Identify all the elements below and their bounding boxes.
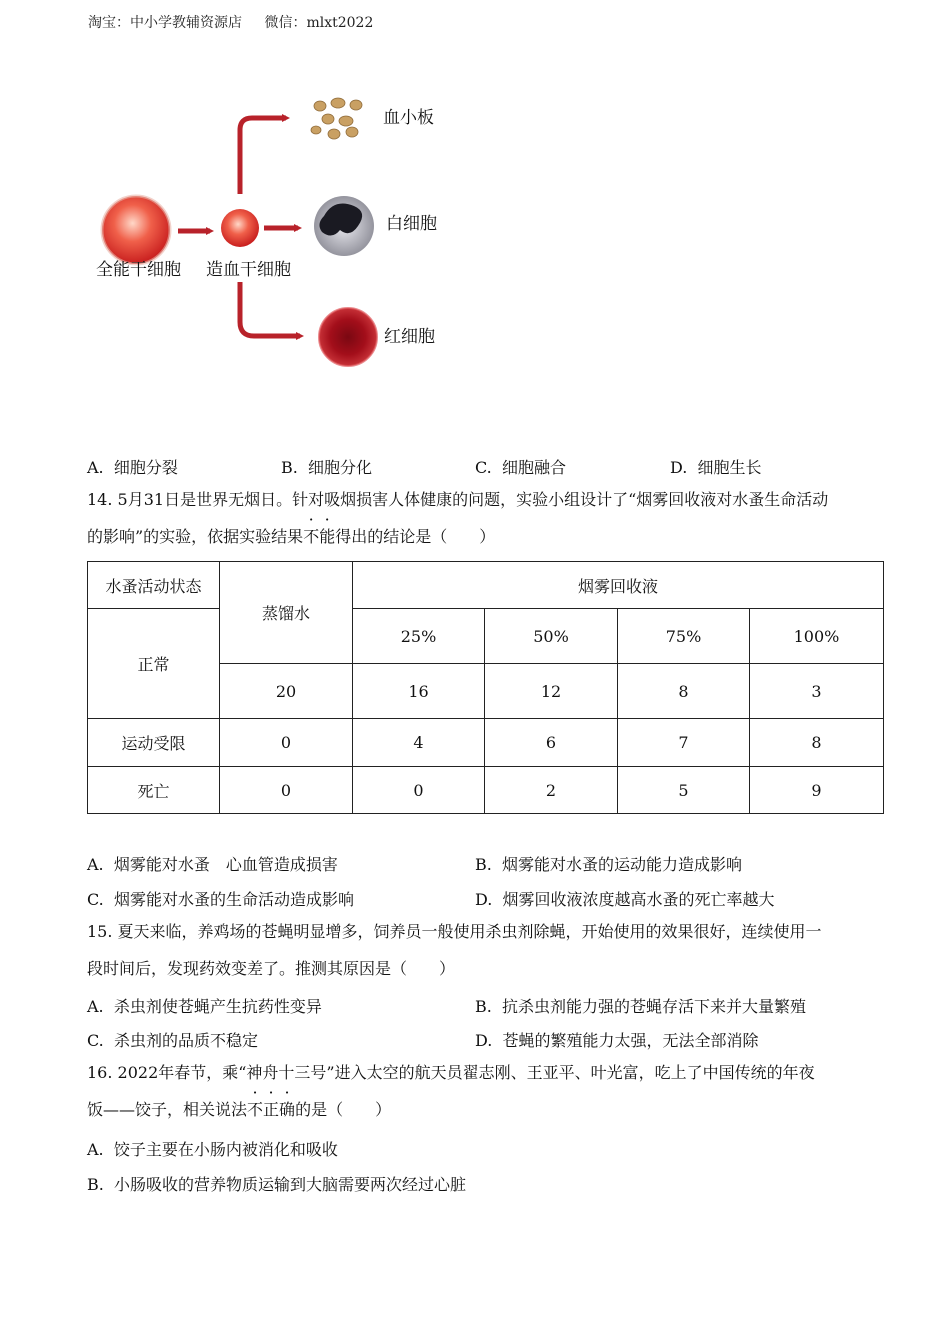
experiment-table: [87, 561, 884, 814]
q16-stem-line1: 16. 2022年春节，乘“神舟十三号”进入太空的航天员翟志刚、王亚平、叶光富，吃上了中国传统的年夜: [87, 1063, 815, 1082]
option-text: 烟雾能对水蚤的生命活动造成影响: [113, 890, 354, 909]
shop-name: 淘宝：中小学教辅资源店: [88, 15, 242, 31]
q14-option-d: D. 烟雾回收液浓度越高水蚤的死亡率越大: [475, 890, 775, 909]
table-cell: 16: [353, 664, 485, 719]
table-cell: 3: [750, 664, 884, 719]
rbc-label: 红细胞: [384, 327, 435, 347]
option-text: 细胞分裂: [113, 458, 178, 477]
option-text: 苍蝇的繁殖能力太强，无法全部消除: [502, 1031, 759, 1050]
q13-option-c: C. 细胞融合: [475, 458, 566, 477]
emphasis-char: 正: [263, 1100, 280, 1119]
table-cell: 0: [220, 767, 353, 814]
concentration-header: 75%: [618, 609, 750, 664]
q16-option-b: B. 小肠吸收的营养物质运输到大脑需要两次经过心脏: [87, 1175, 467, 1194]
red-blood-cell: [319, 308, 377, 366]
q14-option-b: B. 烟雾能对水蚤的运动能力造成影响: [475, 855, 743, 874]
q14-option-c: C. 烟雾能对水蚤的生命活动造成影响: [87, 890, 354, 909]
table-cell: 8: [618, 664, 750, 719]
q13-option-a: A. 细胞分裂: [87, 458, 178, 477]
white-blood-cell: [314, 196, 374, 256]
stem-cell: [102, 196, 170, 264]
emphasis-char: 不: [247, 1100, 264, 1119]
table-cell: 20: [220, 664, 353, 719]
blood-cell-diagram: [88, 90, 468, 380]
option-text: 细胞融合: [501, 458, 566, 477]
concentration-header: 50%: [485, 609, 618, 664]
q16-option-a: A. 饺子主要在小肠内被消化和吸收: [87, 1140, 338, 1159]
table-cell: 12: [485, 664, 618, 719]
emphasis-char: 不: [303, 527, 320, 546]
q13-option-b: B. 细胞分化: [281, 458, 373, 477]
option-text: 抗杀虫剂能力强的苍蝇存活下来并大量繁殖: [502, 997, 807, 1016]
hematopoietic-stem-cell: [221, 209, 259, 247]
option-text: 烟雾回收液浓度越高水蚤的死亡率越大: [502, 890, 775, 909]
emphasis-char: 能: [319, 527, 336, 546]
arrow-to-platelet: [240, 118, 286, 194]
table-cell: 5: [618, 767, 750, 814]
option-text: 饺子主要在小肠内被消化和吸收: [113, 1140, 338, 1159]
option-text: 杀虫剂的品质不稳定: [113, 1031, 258, 1050]
q15-option-c: C. 杀虫剂的品质不稳定: [87, 1031, 258, 1050]
option-text: 烟雾能对水蚤的运动能力造成影响: [502, 855, 743, 874]
q15-stem-line2: 段时间后，发现药效变差了。推测其原因是（ ）: [87, 959, 456, 978]
option-text: 细胞分化: [308, 458, 373, 477]
table-row: [88, 767, 884, 814]
q13-option-d: D. 细胞生长: [670, 458, 762, 477]
stem-cell-label: 全能干细胞: [96, 260, 181, 280]
q15-option-b: B. 抗杀虫剂能力强的苍蝇存活下来并大量繁殖: [475, 997, 807, 1016]
wechat-id: 微信：mlxt2022: [264, 15, 374, 31]
q15-option-a: A. 杀虫剂使苍蝇产生抗药性变异: [87, 997, 322, 1016]
q15-stem-line1: 15. 夏天来临，养鸡场的苍蝇明显增多，饲养员一般使用杀虫剂除蝇，开始使用的效果很好，连续使用一: [87, 922, 822, 941]
concentration-header: 100%: [750, 609, 884, 664]
row-label-limited: 运动受限: [88, 719, 220, 767]
row-label-dead: 死亡: [88, 767, 220, 814]
row-label-normal: 正常: [88, 609, 220, 719]
option-text: 小肠吸收的营养物质运输到大脑需要两次经过心脏: [114, 1175, 467, 1194]
table-cell: 0: [353, 767, 485, 814]
table-cell: 7: [618, 719, 750, 767]
table-cell: 6: [485, 719, 618, 767]
q14-stem-line1: 14. 5月31日是世界无烟日。针对吸烟损害人体健康的问题，实验小组设计了“烟雾回收液对水蚤生命活动: [87, 490, 829, 509]
page-header: [88, 12, 373, 32]
option-text: 杀虫剂使苍蝇产生抗药性变异: [113, 997, 322, 1016]
wbc-label: 白细胞: [386, 214, 437, 234]
emphasis-char: 确: [279, 1100, 296, 1119]
table-cell: 4: [353, 719, 485, 767]
table-cell: 8: [750, 719, 884, 767]
q16-stem-line2: 饭——饺子，相关说法不正确的是（ ）: [87, 1100, 392, 1119]
distilled-water-header: 蒸馏水: [220, 562, 353, 664]
table-cell: 9: [750, 767, 884, 814]
q15-option-d: D. 苍蝇的繁殖能力太强，无法全部消除: [475, 1031, 759, 1050]
q14-option-a: A. 烟雾能对水蚤 心血管造成损害: [87, 855, 338, 874]
arrow-to-rbc: [240, 282, 300, 336]
table-cell: 0: [220, 719, 353, 767]
option-text: 细胞生长: [697, 458, 762, 477]
concentration-header: 25%: [353, 609, 485, 664]
hsc-label: 造血干细胞: [206, 260, 291, 280]
table-cell: 2: [485, 767, 618, 814]
option-text: 烟雾能对水蚤 心血管造成损害: [113, 855, 338, 874]
table-corner-header: 水蚤活动状态: [88, 562, 220, 609]
table-row: [88, 719, 884, 767]
smoke-liquid-header: 烟雾回收液: [353, 562, 884, 609]
platelet-label: 血小板: [383, 108, 434, 128]
platelets: [311, 98, 362, 139]
q14-stem-line2: 的影响”的实验，依据实验结果不能得出的结论是（ ）: [87, 527, 496, 546]
